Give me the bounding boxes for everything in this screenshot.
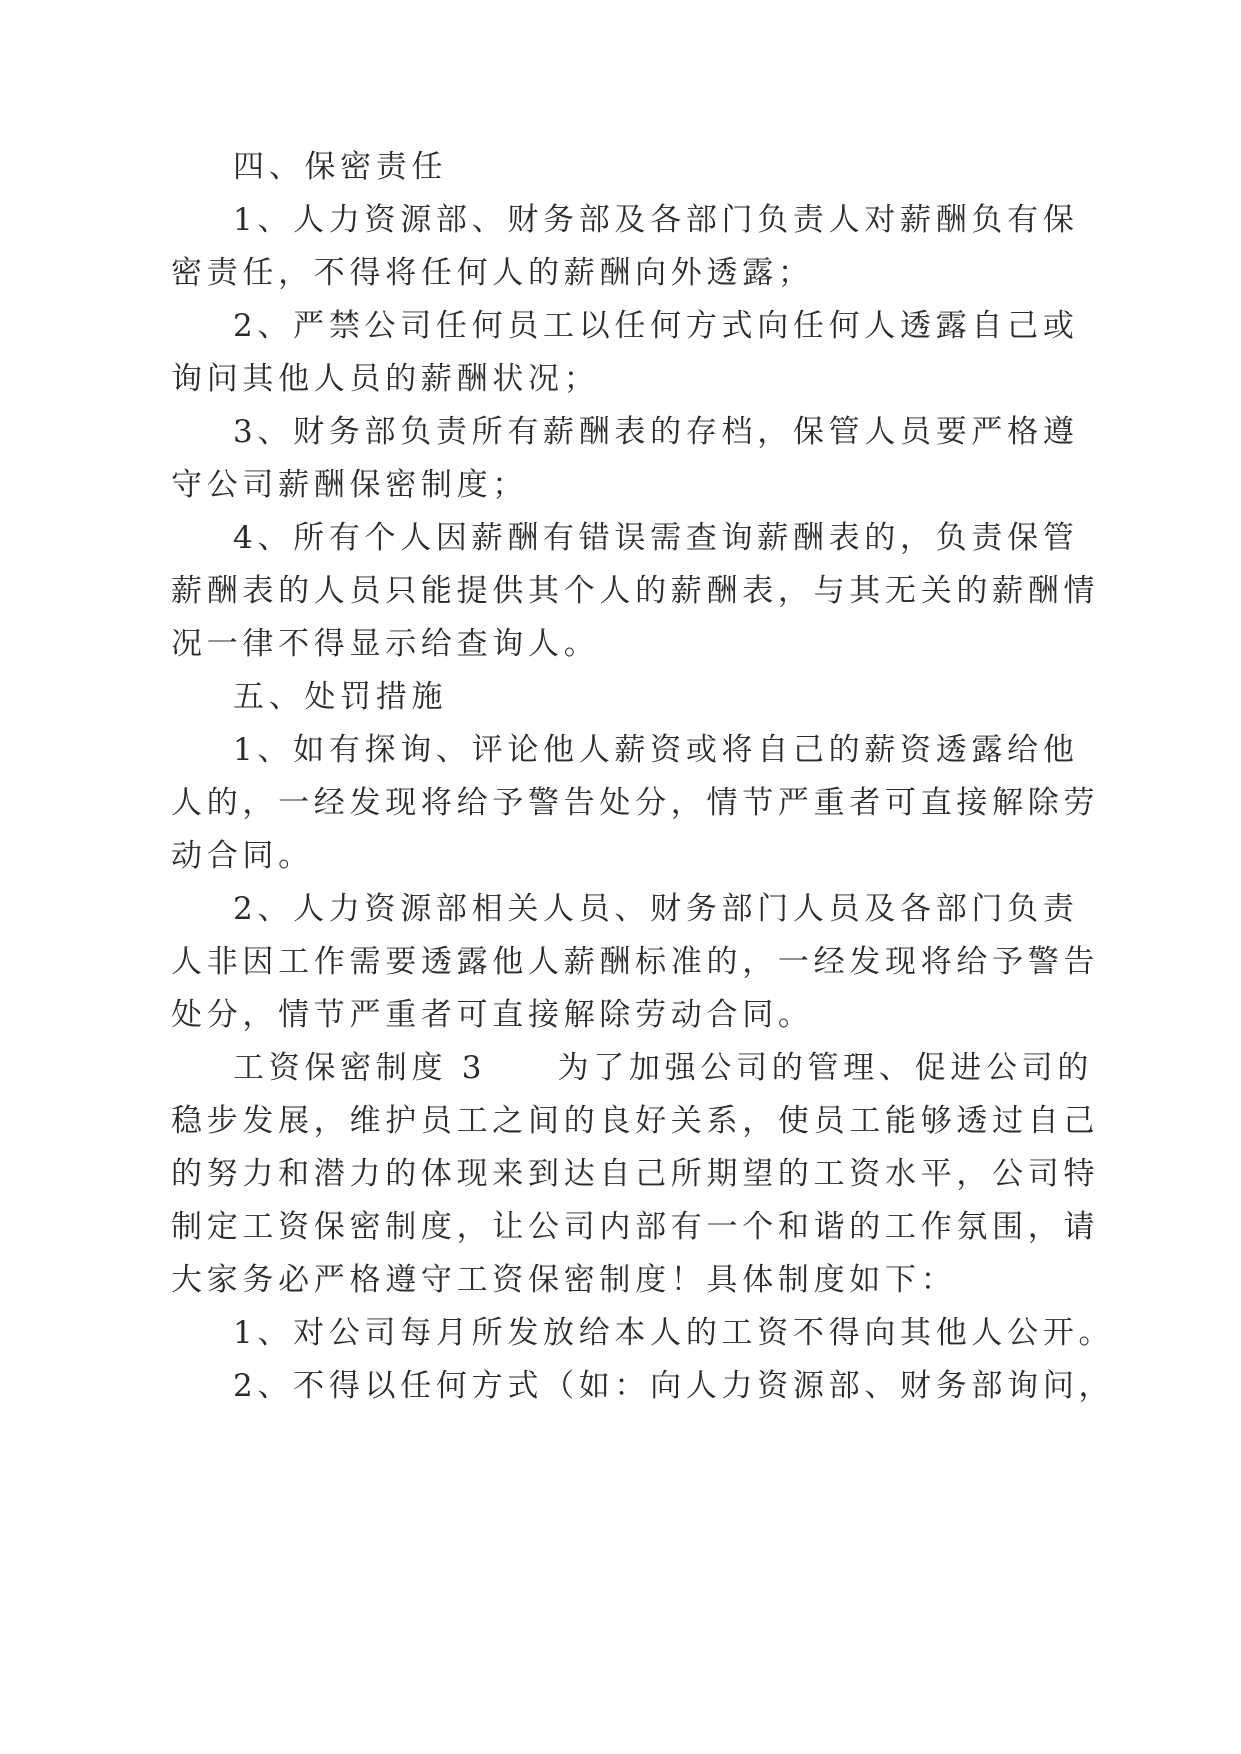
paragraph-line: 的努力和潜力的体现来到达自己所期望的工资水平，公司特: [171, 1156, 1100, 1192]
paragraph-line: 2、不得以任何方式（如：向人力资源部、财务部询问，: [233, 1368, 1115, 1404]
paragraph-line: 询问其他人员的薪酬状况；: [171, 361, 600, 397]
paragraph-line: 密责任，不得将任何人的薪酬向外透露；: [171, 255, 814, 291]
paragraph-line: 工资保密制度 3 为了加强公司的管理、促进公司的: [233, 1050, 1094, 1086]
paragraph-line: 1、对公司每月所发放给本人的工资不得向其他人公开。: [233, 1315, 1115, 1351]
paragraph-line: 1、人力资源部、财务部及各部门负责人对薪酬负有保: [233, 202, 1079, 238]
paragraph-line: 4、所有个人因薪酬有错误需查询薪酬表的，负责保管: [233, 520, 1079, 556]
paragraph-line: 动合同。: [171, 838, 314, 874]
paragraph-line: 2、严禁公司任何员工以任何方式向任何人透露自己或: [233, 308, 1079, 344]
paragraph-line: 稳步发展，维护员工之间的良好关系，使员工能够透过自己: [171, 1103, 1100, 1139]
paragraph-line: 1、如有探询、评论他人薪资或将自己的薪资透露给他: [233, 732, 1079, 768]
paragraph-line: 处分，情节严重者可直接解除劳动合同。: [171, 997, 814, 1033]
paragraph-line: 薪酬表的人员只能提供其个人的薪酬表，与其无关的薪酬情: [171, 573, 1100, 609]
paragraph-line: 人非因工作需要透露他人薪酬标准的，一经发现将给予警告: [171, 944, 1100, 980]
paragraph-line: 大家务必严格遵守工资保密制度！具体制度如下：: [171, 1262, 957, 1298]
paragraph-line: 况一律不得显示给查询人。: [171, 626, 600, 662]
paragraph-line: 守公司薪酬保密制度；: [171, 467, 528, 503]
paragraph-line: 人的，一经发现将给予警告处分，情节严重者可直接解除劳: [171, 785, 1100, 821]
section-heading-confidentiality: 四、保密责任: [233, 149, 448, 185]
paragraph-line: 2、人力资源部相关人员、财务部门人员及各部门负责: [233, 891, 1079, 927]
paragraph-line: 3、财务部负责所有薪酬表的存档，保管人员要严格遵: [233, 414, 1079, 450]
section-heading-penalties: 五、处罚措施: [233, 679, 448, 715]
paragraph-line: 制定工资保密制度，让公司内部有一个和谐的工作氛围，请: [171, 1209, 1100, 1245]
